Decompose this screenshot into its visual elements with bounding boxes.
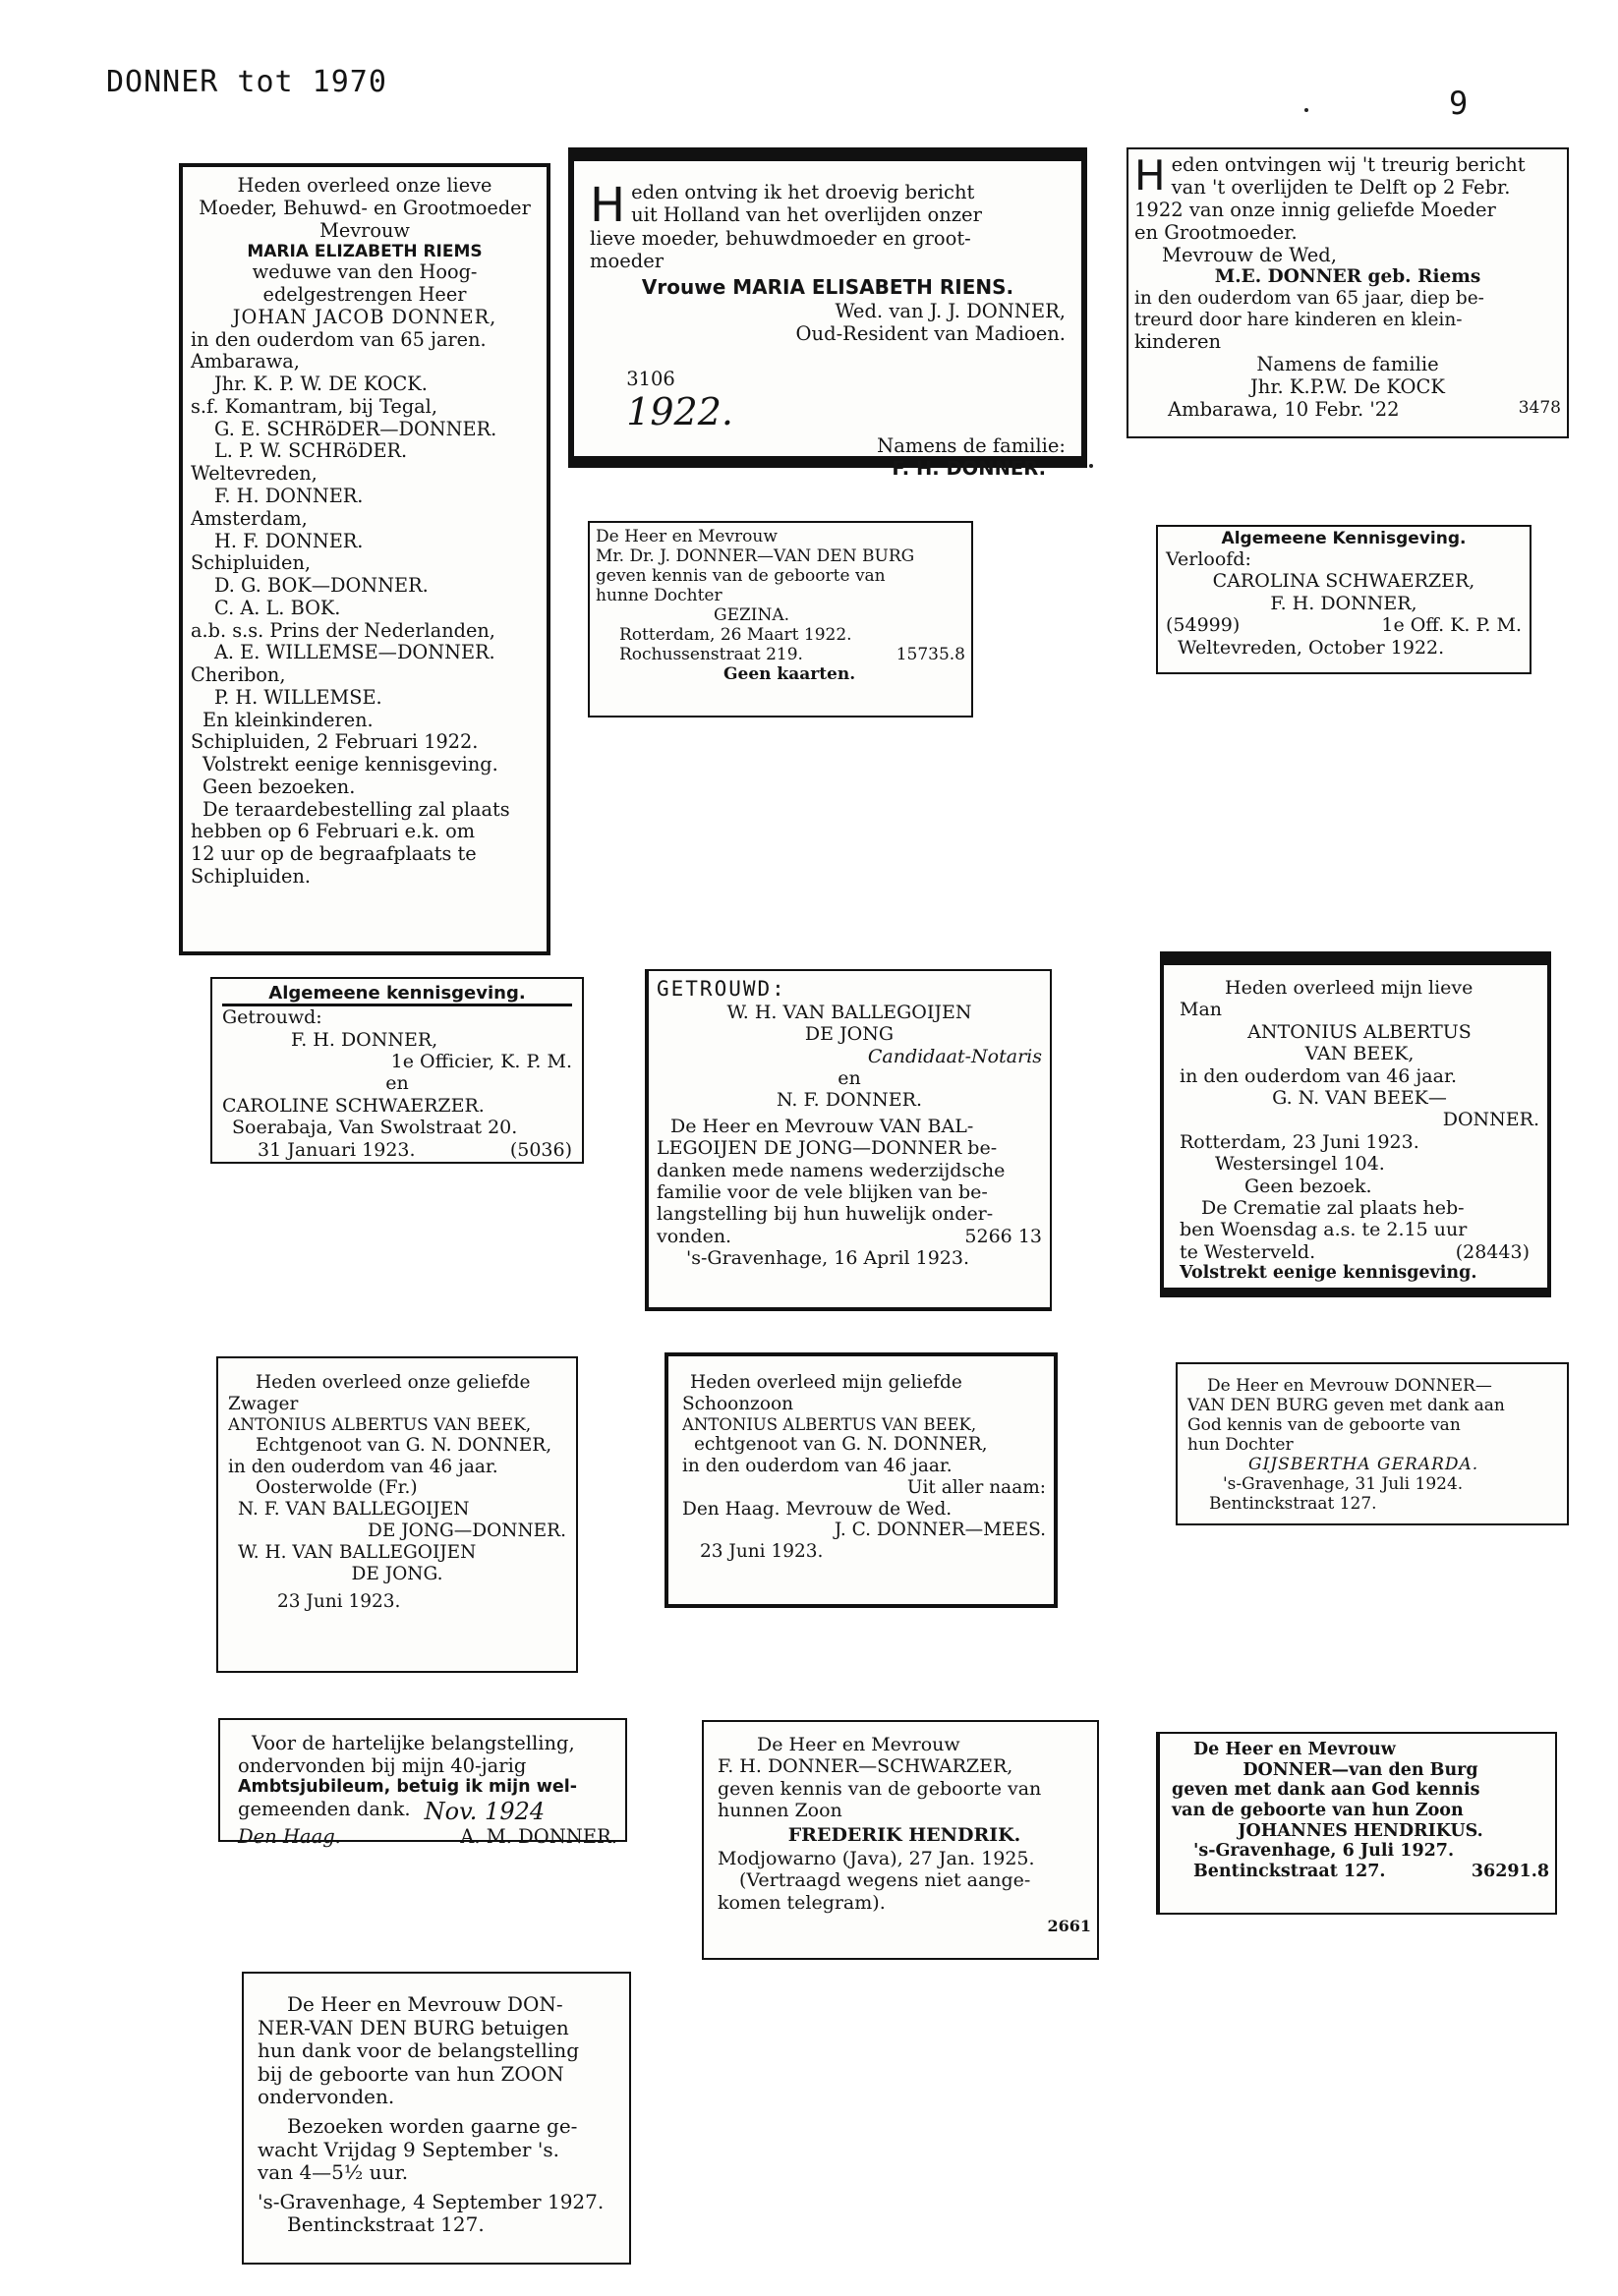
clip-line: in den ouderdom van 46 jaar. xyxy=(1180,1064,1457,1087)
clip-line: Algemeene kennisgeving. xyxy=(222,983,572,1006)
clipping-jubilee xyxy=(218,1718,627,1848)
clip-line: Vrouwe MARIA ELISABETH RIENS. xyxy=(641,275,1014,300)
clip-line: Geen bezoeken. xyxy=(202,775,356,798)
clip-line: DE JONG xyxy=(804,1023,895,1046)
clip-line: N. F. DONNER. xyxy=(776,1089,923,1112)
clip-line: Ambarawa, 10 Febr. '22 xyxy=(1168,398,1400,422)
clipping-riems-family xyxy=(179,163,550,955)
clip-line: 12 uur op de begraafplaats te xyxy=(191,842,477,866)
clip-ref: 5266 13 xyxy=(964,1225,1042,1247)
clip-line: De Crematie zal plaats heb- xyxy=(1201,1197,1465,1220)
clip-line: De teraardebestelling zal plaats xyxy=(202,797,510,821)
clip-line: A. M. DONNER. xyxy=(460,1824,617,1848)
clip-line: Schipluiden, xyxy=(191,551,311,575)
clip-line: Schoonzoon xyxy=(682,1393,794,1414)
clip-line: a.b. s.s. Prins der Nederlanden, xyxy=(191,618,495,642)
clip-line: Echtgenoot van G. N. DONNER, xyxy=(256,1434,552,1456)
clipping-frederik-birth xyxy=(702,1720,1099,1960)
clip-line: G. E. SCHRöDER—DONNER. xyxy=(214,417,497,440)
clip-line: hun dank voor de belangstelling xyxy=(258,2038,580,2063)
clip-line: weduwe van den Hoog- xyxy=(252,260,478,284)
clip-line: in den ouderdom van 65 jaar, diep be- xyxy=(1134,287,1484,309)
clip-line: Weltevreden, October 1922. xyxy=(1178,636,1445,659)
clip-line: komen telegram). xyxy=(718,1891,886,1914)
clip-line: F. H. DONNER, xyxy=(1270,592,1417,614)
clipping-riems-holland xyxy=(568,147,1087,480)
clip-line: CAROLINE SCHWAERZER. xyxy=(222,1094,485,1117)
clip-line: hun Dochter xyxy=(1187,1435,1294,1456)
clip-line: DE JONG. xyxy=(351,1563,443,1584)
clip-line: Rotterdam, 23 Juni 1923. xyxy=(1180,1130,1419,1153)
clip-line: W. H. VAN BALLEGOIJEN xyxy=(238,1541,477,1563)
clip-line: FREDERIK HENDRIK. xyxy=(787,1823,1021,1846)
clip-line: Mevrouw xyxy=(319,218,410,242)
clip-line: Candidaat-Notaris xyxy=(867,1045,1042,1067)
clip-line: Schipluiden, 2 Februari 1922. xyxy=(191,730,479,754)
clip-line: Rochussenstraat 219. xyxy=(619,645,803,665)
clip-line: F. H. DONNER. xyxy=(892,456,1046,480)
clipping-van-beek-son xyxy=(665,1352,1058,1608)
clip-line: 1e Off. K. P. M. xyxy=(1381,614,1522,637)
clip-line: God kennis van de geboorte van xyxy=(1187,1415,1461,1436)
clip-line: G. N. VAN BEEK— xyxy=(1272,1087,1447,1110)
clip-line: Mr. Dr. J. DONNER—VAN DEN BURG xyxy=(596,546,915,567)
clip-line: De Heer en Mevrouw xyxy=(1193,1740,1396,1759)
clip-line: 23 Juni 1923. xyxy=(700,1541,824,1563)
clip-line: De Heer en Mevrouw DON- xyxy=(287,1992,563,2016)
clip-line: Volstrekt eenige kennisgeving. xyxy=(1180,1263,1477,1284)
clip-line: JOHANNES HENDRIKUS. xyxy=(1238,1820,1483,1841)
clip-line: A. E. WILLEMSE—DONNER. xyxy=(214,641,495,664)
clip-line: MARIA ELIZABETH RIEMS xyxy=(247,242,483,262)
clip-line: De Heer en Mevrouw VAN BAL- xyxy=(670,1115,974,1137)
drop-cap: H xyxy=(1134,151,1166,200)
clip-line: Volstrekt eenige kennisgeving. xyxy=(202,753,498,776)
clip-line: DE JONG—DONNER. xyxy=(368,1521,566,1542)
clipping-van-beek-brother xyxy=(216,1356,578,1673)
clip-line: Den Haag. Mevrouw de Wed. xyxy=(682,1498,953,1520)
clip-line: Heden overleed mijn geliefde xyxy=(690,1372,962,1393)
clip-line: ondervonden. xyxy=(258,2085,395,2109)
clip-line: ANTONIUS ALBERTUS VAN BEEK, xyxy=(682,1414,977,1434)
clip-line: En kleinkinderen. xyxy=(202,708,374,731)
scan-speck xyxy=(1304,108,1308,112)
clip-line: Jhr. K. P. W. DE KOCK. xyxy=(214,373,428,396)
clip-line: Weltevreden, xyxy=(191,462,318,486)
clip-line: eden ontving ik het droevig bericht xyxy=(631,181,975,203)
clip-line: bij de geboorte van hun ZOON xyxy=(258,2061,564,2086)
clip-line: en xyxy=(838,1066,861,1089)
clip-line: uit Holland van het overlijden onzer xyxy=(631,203,982,226)
clip-line: Zwager xyxy=(228,1393,299,1414)
clip-line: Man xyxy=(1180,999,1223,1021)
clip-line: in den ouderdom van 46 jaar. xyxy=(228,1456,498,1477)
clip-line: eden ontvingen wij 't treurig bericht xyxy=(1171,153,1526,176)
clip-line: Modjowarno (Java), 27 Jan. 1925. xyxy=(718,1848,1035,1870)
clip-line: Bentinckstraat 127. xyxy=(1193,1861,1386,1881)
clip-line: De Heer en Mevrouw DONNER— xyxy=(1207,1376,1492,1396)
clip-line: F. H. DONNER, xyxy=(291,1028,438,1051)
clip-line: Heden overleed mijn lieve xyxy=(1225,977,1474,999)
clip-line: Heden overleed onze lieve xyxy=(237,174,492,197)
clip-line: 's-Gravenhage, 4 September 1927. xyxy=(258,2189,605,2213)
clip-line: VAN BEEK, xyxy=(1304,1043,1415,1065)
clipping-getrouwd xyxy=(645,969,1052,1311)
clip-line: ANTONIUS ALBERTUS VAN BEEK, xyxy=(228,1414,532,1435)
clip-line: Geen bezoek. xyxy=(1244,1175,1372,1197)
clip-line: Ambtsjubileum, betuig ik mijn wel- xyxy=(238,1777,578,1797)
clip-line: Cheribon, xyxy=(191,663,286,687)
clip-line: 's-Gravenhage, 31 Juli 1924. xyxy=(1223,1474,1464,1495)
clipping-engagement xyxy=(1156,525,1531,674)
clip-line: DONNER. xyxy=(1442,1109,1539,1131)
clip-line: wacht Vrijdag 9 September 's. xyxy=(258,2137,559,2161)
clip-line: Wed. van J. J. DONNER, xyxy=(835,299,1066,322)
clip-line: 1922 van onze innig geliefde Moeder xyxy=(1134,199,1496,221)
scan-speck xyxy=(1089,464,1093,468)
clip-line: Namens de familie: xyxy=(877,433,1066,457)
clip-line: geven kennis van de geboorte van xyxy=(596,566,886,587)
clip-line: 23 Juni 1923. xyxy=(277,1590,401,1612)
clip-line: in den ouderdom van 46 jaar. xyxy=(682,1455,953,1476)
clip-line: Geen kaarten. xyxy=(723,664,856,685)
clip-line: vonden. xyxy=(657,1225,732,1247)
clip-line: GIJSBERTHA GERARDA. xyxy=(1248,1455,1479,1475)
clip-line: J. C. DONNER—MEES. xyxy=(834,1520,1046,1541)
clip-line: danken mede namens wederzijdsche xyxy=(657,1159,1006,1181)
clip-ref: (28443) xyxy=(1455,1240,1530,1263)
clip-line: lieve moeder, behuwdmoeder en groot- xyxy=(590,227,971,251)
drop-cap: H xyxy=(590,178,626,233)
clip-line: te Westerveld. xyxy=(1180,1240,1316,1263)
clip-ref-row xyxy=(1172,1862,1549,1882)
clip-line: Jhr. K.P.W. De KOCK xyxy=(1249,375,1445,399)
page-header: DONNER tot 1970 xyxy=(106,65,387,99)
clip-ref-row xyxy=(657,1226,1042,1247)
clip-line: ANTONIUS ALBERTUS xyxy=(1247,1020,1472,1043)
clip-ref: 2661 xyxy=(1047,1917,1091,1936)
clipping-marriage-notice xyxy=(210,977,584,1164)
clip-line: Rotterdam, 26 Maart 1922. xyxy=(619,625,852,646)
clipping-johannes-birth xyxy=(1156,1732,1557,1915)
clip-line: P. H. WILLEMSE. xyxy=(214,685,382,709)
clipping-gijsbertha-birth xyxy=(1176,1362,1569,1525)
clip-footer-row xyxy=(222,1139,572,1161)
handwritten-year: 1922. xyxy=(626,389,733,433)
clip-line: 's-Gravenhage, 16 April 1923. xyxy=(686,1247,970,1270)
clip-line: GEZINA. xyxy=(714,605,790,626)
clip-line: Bezoeken worden gaarne ge- xyxy=(287,2113,578,2138)
clip-ref-row xyxy=(1180,1241,1539,1263)
clip-ref: 3478 xyxy=(1518,398,1561,419)
clip-line: hunne Dochter xyxy=(596,586,722,606)
clip-line: CAROLINA SCHWAERZER, xyxy=(1212,570,1475,593)
clip-line: en xyxy=(385,1072,409,1095)
clip-ref-row xyxy=(1166,614,1522,636)
clip-line: Namens de familie xyxy=(1256,353,1439,376)
clip-ref: 36291.8 xyxy=(1471,1861,1549,1881)
clip-footer-row xyxy=(238,1825,617,1848)
clipping-van-beek-wife xyxy=(1160,951,1551,1297)
clipping-gezina-birth xyxy=(588,521,973,718)
clip-line: C. A. L. BOK. xyxy=(214,596,341,619)
clipping-thanks-1927 xyxy=(242,1972,631,2265)
clip-line: L. P. W. SCHRöDER. xyxy=(214,439,408,463)
clip-line: geven kennis van de geboorte van xyxy=(718,1777,1042,1800)
clip-line: JOHAN JACOB DONNER, xyxy=(232,305,497,328)
clip-line: F. H. DONNER. xyxy=(214,485,364,507)
clip-ref-row xyxy=(590,345,1066,457)
clip-line: W. H. VAN BALLEGOIJEN xyxy=(726,1001,972,1023)
clip-line: VAN DEN BURG geven met dank aan xyxy=(1187,1396,1505,1416)
clip-line: Uit aller naam: xyxy=(906,1476,1046,1498)
clip-line: NER-VAN DEN BURG betuigen xyxy=(258,2015,569,2039)
clip-line: H. F. DONNER. xyxy=(214,529,364,552)
clip-line: Westersingel 104. xyxy=(1215,1153,1385,1176)
clip-line: moeder xyxy=(590,250,665,273)
clip-line: Soerabaja, Van Swolstraat 20. xyxy=(232,1117,518,1139)
clip-line: Mevrouw de Wed, xyxy=(1162,244,1337,266)
clip-line: 1e Officier, K. P. M. xyxy=(390,1051,572,1073)
clip-line: van de geboorte van hun Zoon xyxy=(1172,1800,1464,1820)
clip-line: gemeenden dank. xyxy=(238,1797,411,1820)
clip-line: Bentinckstraat 127. xyxy=(1209,1494,1377,1515)
clip-line: Schipluiden. xyxy=(191,865,311,889)
clip-line: Amsterdam, xyxy=(191,506,308,530)
clip-line: in den ouderdom van 65 jaren. xyxy=(191,327,487,351)
clip-line: Algemeene Kennisgeving. xyxy=(1221,529,1467,548)
clip-line: Ambarawa, xyxy=(191,350,300,373)
clip-line: geven met dank aan God kennis xyxy=(1172,1780,1480,1801)
clip-line: Heden overleed onze geliefde xyxy=(256,1372,531,1393)
handwritten-date: Nov. 1924 xyxy=(424,1797,546,1825)
clip-line: 's-Gravenhage, 6 Juli 1927. xyxy=(1193,1841,1455,1862)
page-number: 9 xyxy=(1449,85,1469,122)
clip-line: en Grootmoeder. xyxy=(1134,221,1298,244)
clip-line: (54999) xyxy=(1166,614,1241,637)
clip-line: 31 Januari 1923. xyxy=(258,1138,416,1161)
clip-line: Voor de hartelijke belangstelling, xyxy=(252,1732,575,1754)
clip-ref-row xyxy=(1134,398,1561,421)
clip-line: Getrouwd: xyxy=(222,1006,322,1029)
clip-line: De Heer en Mevrouw xyxy=(757,1734,960,1755)
clip-line: M.E. DONNER geb. Riems xyxy=(1214,266,1481,287)
clip-line: ondervonden bij mijn 40-jarig xyxy=(238,1754,527,1777)
clip-line: Bentinckstraat 127. xyxy=(287,2212,485,2237)
clip-line: GETROUWD: xyxy=(657,977,786,1001)
clip-line: De Heer en Mevrouw xyxy=(596,527,778,546)
clip-ref: (5036) xyxy=(509,1138,572,1161)
clip-line: van 4—5½ uur. xyxy=(258,2160,409,2185)
clip-line: D. G. BOK—DONNER. xyxy=(214,574,429,598)
clip-line: familie voor de vele blijken van be- xyxy=(657,1181,988,1204)
clip-line: edelgestrengen Heer xyxy=(262,283,467,307)
clipping-riems-delft xyxy=(1127,147,1569,438)
clip-line: N. F. VAN BALLEGOIJEN xyxy=(238,1499,470,1521)
clip-line: hunnen Zoon xyxy=(718,1800,842,1822)
clip-ref xyxy=(590,345,733,457)
clip-line: treurd door hare kinderen en klein- xyxy=(1134,309,1463,330)
clip-line: F. H. DONNER—SCHWARZER, xyxy=(718,1755,1013,1778)
clip-line: Verloofd: xyxy=(1166,548,1251,571)
clip-line: s.f. Komantram, bij Tegal, xyxy=(191,394,437,418)
clip-ref-row xyxy=(596,645,965,664)
clip-line-with-handwriting xyxy=(238,1798,617,1825)
clip-line: ben Woensdag a.s. te 2.15 uur xyxy=(1180,1219,1468,1241)
clip-line: langstelling bij hun huwelijk onder- xyxy=(657,1203,994,1226)
clip-ref-number: 3106 xyxy=(626,367,675,390)
clip-line: (Vertraagd wegens niet aange- xyxy=(739,1869,1031,1892)
clip-line: echtgenoot van G. N. DONNER, xyxy=(694,1434,988,1456)
clip-line: kinderen xyxy=(1134,330,1222,354)
clip-line: Oosterwolde (Fr.) xyxy=(256,1477,418,1499)
clip-ref: 15735.8 xyxy=(896,645,965,665)
clip-line: van 't overlijden te Delft op 2 Febr. xyxy=(1171,176,1511,199)
clip-line: Den Haag. xyxy=(238,1824,341,1848)
clip-line: DONNER—van den Burg xyxy=(1242,1759,1478,1780)
clip-line: LEGOIJEN DE JONG—DONNER be- xyxy=(657,1137,998,1160)
clip-line: Moeder, Behuwd- en Grootmoeder xyxy=(199,196,531,219)
clip-line: hebben op 6 Februari e.k. om xyxy=(191,820,476,843)
clip-line: Oud-Resident van Madioen. xyxy=(795,321,1066,345)
